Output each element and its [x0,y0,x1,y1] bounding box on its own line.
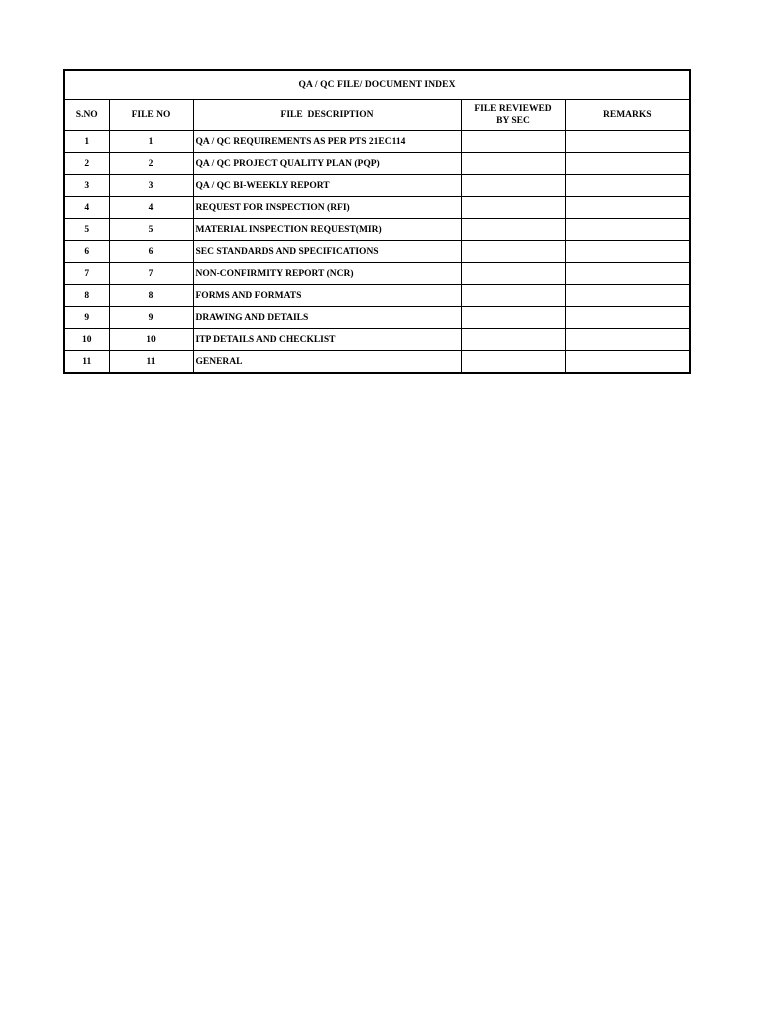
cell-description: REQUEST FOR INSPECTION (RFI) [193,197,461,219]
table-row [64,197,690,219]
cell-description: NON-CONFIRMITY REPORT (NCR) [193,263,461,285]
cell-reviewed [461,263,565,285]
table-row [64,285,690,307]
cell-reviewed [461,153,565,175]
cell-description: GENERAL [193,351,461,374]
header-file-no: FILE NO [109,100,193,131]
cell-reviewed [461,219,565,241]
cell-remarks [565,329,690,351]
table-row [64,153,690,175]
header-sno: S.NO [64,100,109,131]
table-title: QA / QC FILE/ DOCUMENT INDEX [64,70,690,100]
cell-file-no: 2 [109,153,193,175]
cell-file-no: 3 [109,175,193,197]
cell-file-no: 1 [109,131,193,153]
table-row [64,263,690,285]
table-body [64,131,690,374]
table-row [64,329,690,351]
cell-remarks [565,307,690,329]
cell-description: MATERIAL INSPECTION REQUEST(MIR) [193,219,461,241]
cell-description: SEC STANDARDS AND SPECIFICATIONS [193,241,461,263]
cell-reviewed [461,241,565,263]
cell-file-no: 4 [109,197,193,219]
cell-remarks [565,131,690,153]
cell-description: DRAWING AND DETAILS [193,307,461,329]
header-reviewed [461,100,565,131]
cell-file-no: 11 [109,351,193,374]
cell-sno: 8 [64,285,109,307]
cell-description: FORMS AND FORMATS [193,285,461,307]
cell-reviewed [461,197,565,219]
cell-remarks [565,241,690,263]
cell-file-no: 9 [109,307,193,329]
cell-sno: 11 [64,351,109,374]
cell-remarks [565,219,690,241]
cell-sno: 4 [64,197,109,219]
cell-reviewed [461,329,565,351]
table-row [64,241,690,263]
cell-sno: 5 [64,219,109,241]
cell-sno: 6 [64,241,109,263]
table-row [64,175,690,197]
cell-remarks [565,197,690,219]
cell-reviewed [461,175,565,197]
table-row [64,219,690,241]
cell-description: QA / QC BI-WEEKLY REPORT [193,175,461,197]
cell-file-no: 8 [109,285,193,307]
cell-file-no: 10 [109,329,193,351]
header-reviewed-line1: FILE REVIEWED [474,104,552,114]
document-index-table [63,69,691,374]
cell-reviewed [461,285,565,307]
cell-sno: 1 [64,131,109,153]
table-row [64,131,690,153]
title-row [64,70,690,100]
cell-sno: 3 [64,175,109,197]
header-row [64,100,690,131]
cell-sno: 10 [64,329,109,351]
cell-remarks [565,175,690,197]
header-description: FILE DESCRIPTION [193,100,461,131]
header-remarks: REMARKS [565,100,690,131]
cell-reviewed [461,131,565,153]
cell-remarks [565,285,690,307]
cell-description: QA / QC PROJECT QUALITY PLAN (PQP) [193,153,461,175]
cell-file-no: 7 [109,263,193,285]
cell-sno: 9 [64,307,109,329]
cell-reviewed [461,307,565,329]
table-row [64,307,690,329]
cell-description: ITP DETAILS AND CHECKLIST [193,329,461,351]
cell-reviewed [461,351,565,374]
header-reviewed-line2: BY SEC [496,116,530,126]
cell-description: QA / QC REQUIREMENTS AS PER PTS 21EC114 [193,131,461,153]
cell-sno: 2 [64,153,109,175]
table-row [64,351,690,374]
cell-sno: 7 [64,263,109,285]
cell-remarks [565,263,690,285]
cell-file-no: 6 [109,241,193,263]
cell-file-no: 5 [109,219,193,241]
cell-remarks [565,351,690,374]
cell-remarks [565,153,690,175]
